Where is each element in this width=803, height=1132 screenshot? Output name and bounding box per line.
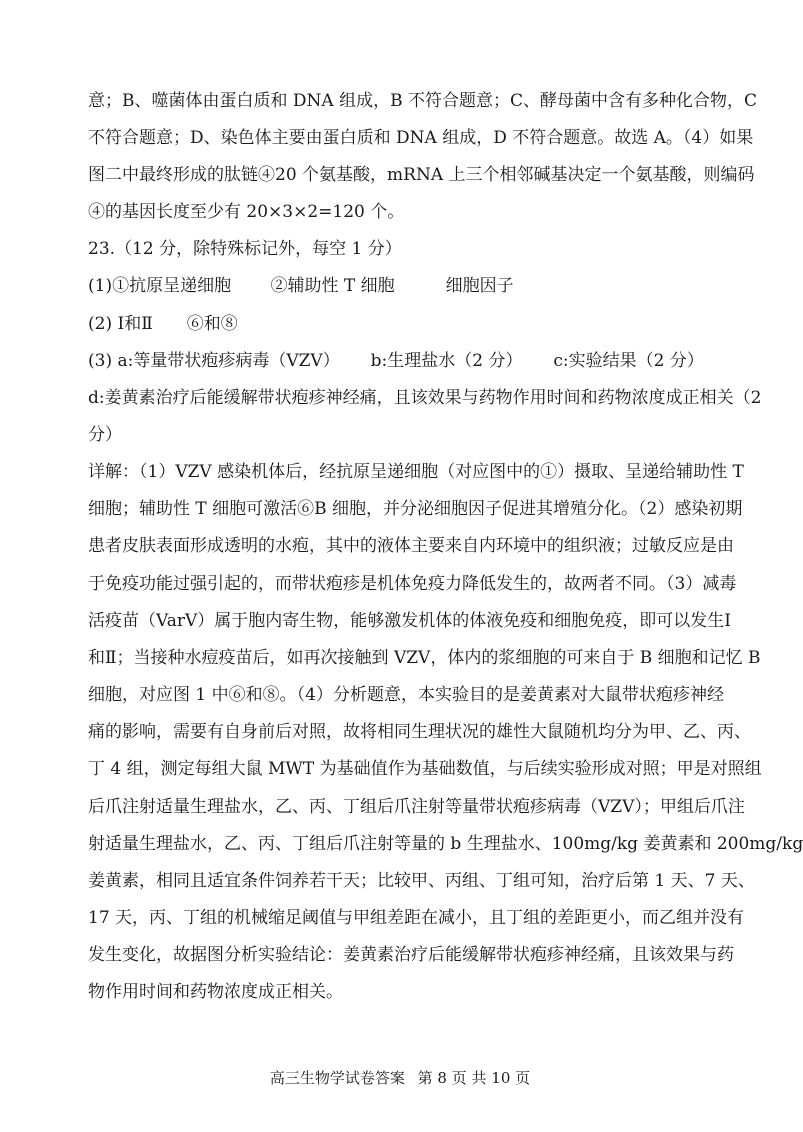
text-line: 于免疫功能过强引起的，而带状疱疹是机体免疫力降低发生的，故两者不同。（3）减毒 <box>88 574 737 594</box>
footer-title: 高三生物学试卷答案 <box>269 1069 405 1087</box>
text-line: 细胞，对应图 1 中⑥和⑧。（4）分析题意，本实验目的是姜黄素对大鼠带状疱疹神经 <box>88 685 724 705</box>
text-line: 物作用时间和药物浓度成正相关。 <box>88 982 343 1002</box>
page-number: 第 8 页 共 10 页 <box>417 1069 531 1087</box>
answer-line-d: d:姜黄素治疗后能缓解带状疱疹神经痛，且该效果与药物作用时间和药物浓度成正相关（2 <box>88 388 762 408</box>
text-line: 细胞；辅助性 T 细胞可激活⑥B 细胞，并分泌细胞因子促进其增殖分化。（2）感染初期 <box>88 499 743 519</box>
text-line: 丁 4 组，测定每组大鼠 MWT 为基础值作为基础数值，与后续实验形成对照；甲是对照组 <box>88 759 762 779</box>
page-footer <box>0 1068 800 1088</box>
text-line: 姜黄素，相同且适宜条件饲养若干天；比较甲、丙组、丁组可知，治疗后第 1 天、7 天、 <box>88 871 755 891</box>
text-line: 患者皮肤表面形成透明的水疱，其中的液体主要来自内环境中的组织液；过敏反应是由 <box>88 536 734 556</box>
text-line: 痛的影响，需要有自身前后对照，故将相同生理状况的雄性大鼠随机均分为甲、乙、丙、 <box>88 722 751 742</box>
text-line: 图二中最终形成的肽链④20 个氨基酸，mRNA 上三个相邻碱基决定一个氨基酸，则编码 <box>88 165 755 185</box>
text-line: 射适量生理盐水，乙、丙、丁组后爪注射等量的 b 生理盐水、100mg/kg 姜黄素和 200mg/kg <box>88 834 803 854</box>
text-line: 17 天，丙、丁组的机械缩足阈值与甲组差距在减小，且丁组的差距更小，而乙组并没有 <box>88 908 745 928</box>
answer-line-1: (1)①抗原呈递细胞 ②辅助性 T 细胞 细胞因子 <box>88 276 514 296</box>
text-line: 分） <box>88 425 122 445</box>
text-line: ④的基因长度至少有 20×3×2=120 个。 <box>88 202 405 222</box>
text-line: 活疫苗（VarV）属于胞内寄生物，能够激发机体的体液免疫和细胞免疫，即可以发生Ⅰ <box>88 611 731 631</box>
answer-line-2: (2) Ⅰ和Ⅱ ⑥和⑧ <box>88 314 238 334</box>
text-line: 后爪注射适量生理盐水，乙、丙、丁组后爪注射等量带状疱疹病毒（VZV）；甲组后爪注 <box>88 797 745 817</box>
text-line: 不符合题意；D、染色体主要由蛋白质和 DNA 组成，D 不符合题意。故选 A。（4）如果 <box>88 128 754 148</box>
explanation-start: 详解：（1）VZV 感染机体后，经抗原呈递细胞（对应图中的①）摄取、呈递给辅助性 T <box>88 462 744 482</box>
text-line: 意；B、噬菌体由蛋白质和 DNA 组成，B 不符合题意；C、酵母菌中含有多种化合物，C <box>88 91 757 111</box>
question-heading: 23.（12 分，除特殊标记外，每空 1 分） <box>88 239 402 259</box>
text-line: 和Ⅱ；当接种水痘疫苗后，如再次接触到 VZV，体内的浆细胞的可来自于 B 细胞和记忆 B <box>88 648 761 668</box>
answer-line-3: (3) a:等量带状疱疹病毒（VZV） b:生理盐水（2 分） c:实验结果（2 分） <box>88 351 704 371</box>
text-line: 发生变化，故据图分析实验结论：姜黄素治疗后能缓解带状疱疹神经痛，且该效果与药 <box>88 945 734 965</box>
